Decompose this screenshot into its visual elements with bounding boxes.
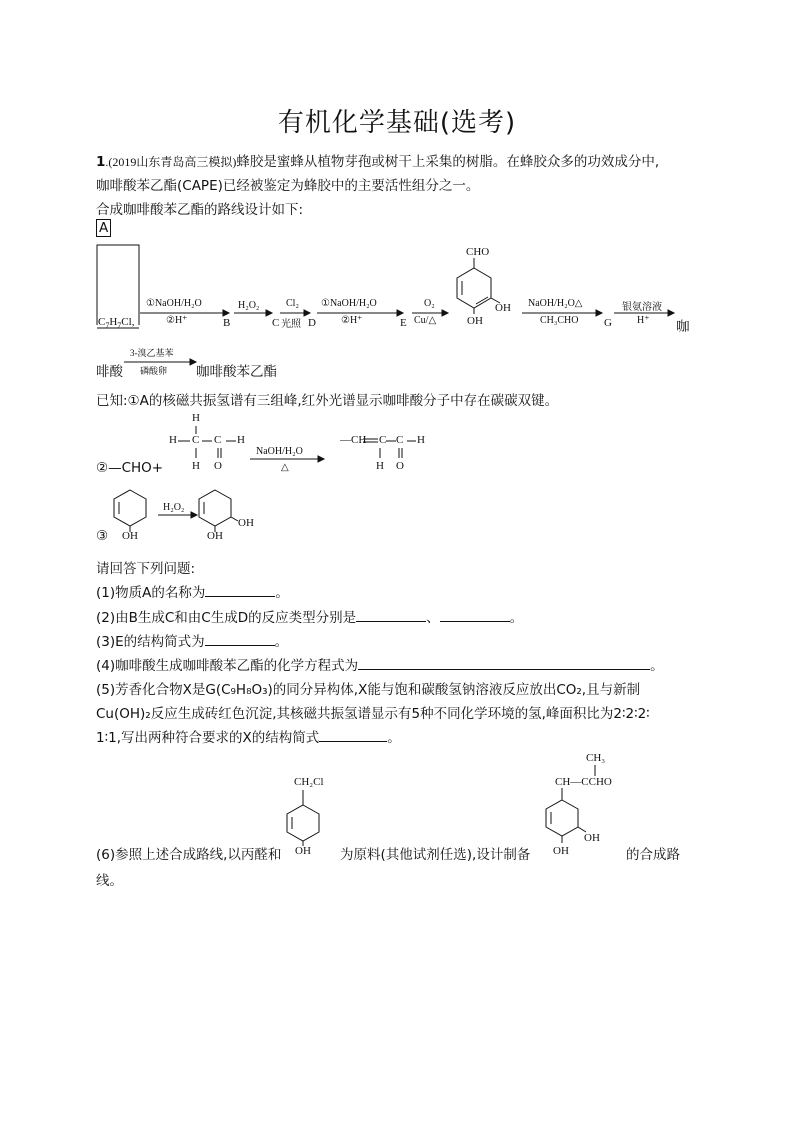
reagent-8-top: 3-溴乙基苯: [130, 348, 174, 358]
answer-blank-4[interactable]: [358, 657, 650, 670]
intro-text-a: 蜂胶是蜜蜂从植物芽孢或树干上采集的树脂。在蜂胶众多的功效成分中,: [236, 154, 660, 170]
known2-o: O: [214, 460, 222, 472]
compound-C: C: [272, 317, 280, 329]
question-2: (2)由B生成C和由C生成D的反应类型分别是 、 。: [96, 610, 524, 626]
answer-blank-2a[interactable]: [356, 609, 426, 622]
compound-G: G: [604, 317, 612, 329]
compound-B: B: [223, 317, 231, 329]
formula-C7H7Cl: $C_7H_7Cl$,: [98, 316, 135, 331]
reagent-7-top: 银氨溶液: [622, 302, 662, 313]
q6-chain: CH—CCHO: [555, 776, 612, 788]
intro-text-b: 咖啡酸苯乙酯(CAPE)已经被鉴定为蜂胶中的主要活性组分之一。: [96, 178, 480, 194]
known3-reagent: H₂O₂: [163, 502, 185, 513]
q6-oh-product-2: OH: [584, 832, 600, 844]
known-2-prefix: ②—CHO+: [96, 460, 164, 476]
known-1: 已知:①A的核磁共振氢谱有三组峰,红外光谱显示咖啡酸分子中存在碳碳双键。: [96, 393, 559, 409]
known2-product-h: H: [417, 434, 425, 446]
question-5-line-3: 1∶1,写出两种符合要求的X的结构简式 。: [96, 730, 401, 746]
route-heading: 合成咖啡酸苯乙酯的路线设计如下:: [96, 202, 304, 218]
question-4: (4)咖啡酸生成咖啡酸苯乙酯的化学方程式为 。: [96, 658, 664, 674]
q6-oh-product-1: OH: [553, 845, 569, 857]
route-text-end: 咖: [676, 319, 690, 335]
page-title: 有机化学基础(选考): [277, 108, 517, 138]
known2-product-o: O: [396, 460, 404, 472]
q6-ch2cl: CH₂Cl: [294, 776, 324, 788]
answer-blank-5[interactable]: [319, 729, 387, 742]
oh-group-para: OH: [467, 315, 483, 327]
known2-c1: C: [192, 434, 200, 446]
reagent-7-bottom: H⁺: [637, 315, 650, 326]
known2-product-c2: C: [396, 434, 404, 446]
known2-reagent-bottom: △: [281, 462, 289, 473]
known2-product-start: —CH: [340, 434, 367, 446]
questions-lead: 请回答下列问题:: [96, 561, 196, 577]
q6-oh-reactant: OH: [295, 845, 311, 857]
question-3: (3)E的结构简式为 。: [96, 634, 289, 650]
reagent-1-top: ①NaOH/H₂O: [146, 298, 202, 309]
question-6-part-a: (6)参照上述合成路线,以丙醛和: [96, 847, 282, 863]
known2-c2: C: [214, 434, 222, 446]
reagent-6-top: NaOH/H₂O△: [528, 298, 583, 309]
reagent-4-top: ①NaOH/H₂O: [321, 298, 377, 309]
known2-product-h-bottom: H: [376, 460, 384, 472]
question-number: 1: [96, 154, 106, 170]
catechol-oh-2: OH: [238, 517, 254, 529]
question-source: .(2019山东青岛高三模拟): [105, 155, 237, 169]
q6-ch3: CH₃: [586, 752, 606, 764]
known2-h-left: H: [169, 434, 177, 446]
answer-blank-2b[interactable]: [440, 609, 510, 622]
question-5-line-1: (5)芳香化合物X是G(C₉H₈O₃)的同分异构体,X能与饱和碳酸氢钠溶液反应放出CO₂,且与新制: [96, 682, 641, 698]
answer-blank-1[interactable]: [205, 584, 275, 597]
compound-E: E: [400, 317, 407, 329]
question-5-line-2: Cu(OH)₂反应生成砖红色沉淀,其核磁共振氢谱显示有5种不同化学环境的氢,峰面积比为2∶2∶2∶: [96, 706, 650, 722]
route-text-line-2: 啡酸: [96, 364, 123, 380]
question-6-part-d: 线。: [96, 873, 123, 889]
question-6-part-b: 为原料(其他试剂任选),设计制备: [340, 847, 531, 863]
known2-product-c1: C: [379, 434, 387, 446]
question-6-part-c: 的合成路: [626, 847, 680, 863]
known2-reagent-top: NaOH/H₂O: [256, 446, 303, 457]
reagent-3-bottom: 光照: [281, 319, 301, 330]
known2-h-right: H: [237, 434, 245, 446]
known2-h-top: H: [192, 412, 200, 424]
reagent-3-top: Cl₂: [286, 298, 299, 309]
answer-blank-3[interactable]: [205, 633, 275, 646]
reagent-4-bottom: ②H⁺: [341, 315, 363, 326]
reagent-2-top: H₂O₂: [238, 300, 260, 311]
reagent-5-top: O₂: [424, 298, 435, 309]
question-1: (1)物质A的名称为 。: [96, 585, 289, 601]
compound-A-label: A: [96, 220, 111, 236]
product-name: 咖啡酸苯乙酯: [196, 364, 277, 380]
oh-group-meta: OH: [495, 302, 511, 314]
reagent-5-bottom: Cu/△: [414, 315, 437, 326]
reagent-6-bottom: CH₃CHO: [540, 315, 579, 326]
compound-D: D: [308, 317, 316, 329]
known2-h-bottom: H: [192, 460, 200, 472]
cho-group: CHO: [466, 246, 490, 258]
known-3-prefix: ③: [96, 528, 109, 544]
phenol-oh: OH: [122, 530, 138, 542]
catechol-oh-1: OH: [207, 530, 223, 542]
reagent-8-bottom: 磷酸卵: [140, 366, 168, 376]
reagent-1-bottom: ②H⁺: [166, 315, 188, 326]
